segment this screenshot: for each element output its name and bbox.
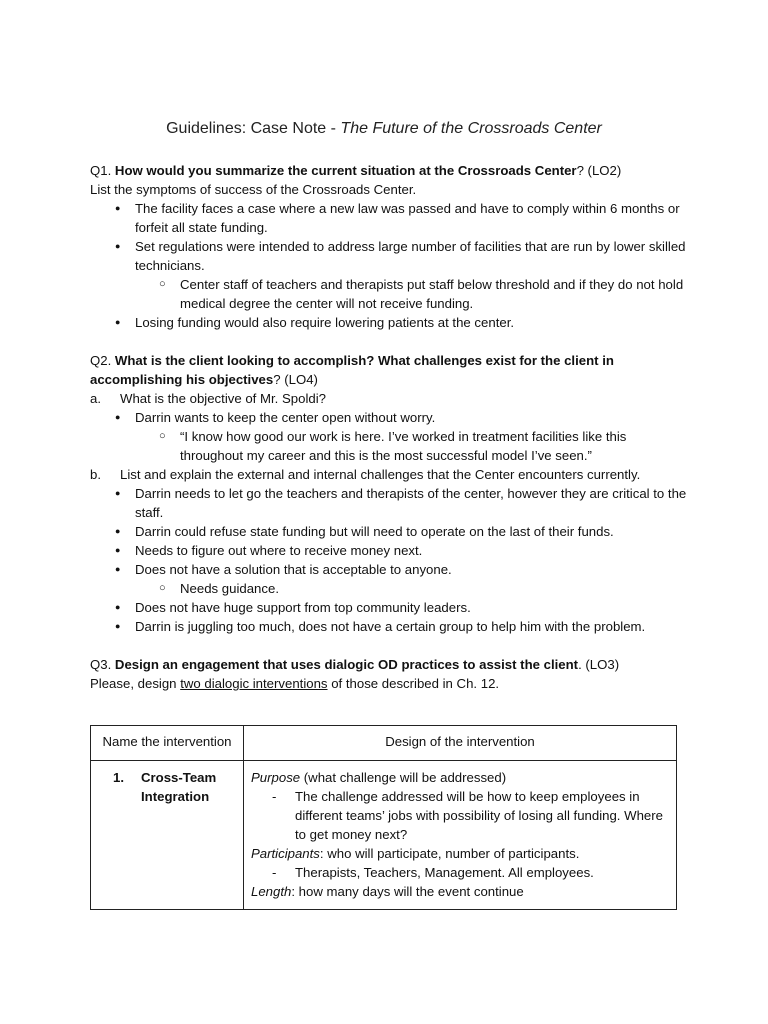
- intervention-number: 1.: [113, 770, 124, 785]
- list-item: ● Darrin needs to let go the teachers and therapists of the center, however they are critical to the staff.: [90, 484, 690, 522]
- q2-part-a: [90, 389, 690, 408]
- purpose-text: (what challenge will be addressed): [300, 770, 507, 785]
- sub-list-item: ○ “I know how good our work is here. I’ve worked in treatment facilities like this throughout my career and this is the most successful model I’ve seen.”: [90, 427, 690, 465]
- part-b-text: List and explain the external and internal challenges that the Center encounters currently.: [120, 467, 641, 482]
- list-item: ● Does not have a solution that is acceptable to anyone.: [90, 560, 690, 579]
- part-a-text: What is the objective of Mr. Spoldi?: [120, 391, 326, 406]
- intervention-design-cell: [244, 761, 677, 910]
- purpose-label: Purpose: [251, 770, 301, 785]
- purpose-item: - The challenge addressed will be how to keep employees in different teams’ jobs with possibility of losing all funding. Where to get money next?: [251, 787, 670, 844]
- participants-line: [251, 844, 670, 863]
- sub-list-item: ○ Needs guidance.: [90, 579, 690, 598]
- purpose-line: [251, 768, 670, 787]
- q2-number: Q2.: [90, 353, 115, 368]
- intervention-name-cell: [91, 761, 244, 910]
- q3-intro-pre: Please, design: [90, 676, 181, 691]
- q2-question: [90, 351, 690, 389]
- intervention-table: [90, 725, 677, 910]
- q3-intro: [90, 674, 690, 693]
- q2-a-list: [90, 408, 690, 465]
- q1-intro: List the symptoms of success of the Crossroads Center.: [90, 182, 417, 197]
- sub-list-item: ○ Center staff of teachers and therapists put staff below threshold and if they do not hold medical degree the center will not receive funding.: [90, 275, 690, 313]
- q3-number: Q3.: [90, 657, 115, 672]
- column-header-name: Name the intervention: [91, 726, 244, 761]
- list-item: ● Does not have huge support from top community leaders.: [90, 598, 690, 617]
- title-prefix: Guidelines: Case Note -: [166, 120, 341, 137]
- q1-tag: ? (LO2): [576, 163, 622, 178]
- list-item: ● Losing funding would also require lowering patients at the center.: [90, 313, 690, 332]
- intervention-name: [113, 768, 239, 806]
- table-header-row: [91, 726, 677, 761]
- q2-part-b: [90, 465, 690, 484]
- q3-tag: . (LO3): [578, 657, 620, 672]
- part-b-marker: b.: [90, 467, 101, 482]
- q1-question-text: How would you summarize the current situation at the Crossroads Center: [114, 163, 577, 178]
- column-header-design: Design of the intervention: [244, 726, 677, 761]
- list-item: ● Needs to figure out where to receive money next.: [90, 541, 690, 560]
- q3-question: [90, 655, 690, 674]
- length-line: [251, 882, 670, 901]
- q2-question-text: What is the client looking to accomplish? What challenges exist for the client in accomplishing his objectives: [90, 353, 614, 387]
- list-item: ● Darrin wants to keep the center open without worry.: [90, 408, 690, 427]
- list-item: ● The facility faces a case where a new law was passed and have to comply within 6 months or forfeit all state funding.: [90, 199, 690, 237]
- q2-b-list: [90, 484, 690, 636]
- q1-number: Q1.: [90, 163, 115, 178]
- page-title: [0, 119, 768, 139]
- title-italic: The Future of the Crossroads Center: [340, 120, 602, 137]
- q1-bullet-list: [90, 199, 690, 332]
- q2-tag: ? (LO4): [273, 372, 318, 387]
- list-item: ● Darrin is juggling too much, does not have a certain group to help him with the problem.: [90, 617, 690, 636]
- participants-text: : who will participate, number of participants.: [319, 846, 580, 861]
- q3-question-text: Design an engagement that uses dialogic OD practices to assist the client: [114, 657, 579, 672]
- length-label: Length: [251, 884, 292, 899]
- length-text: : how many days will the event continue: [291, 884, 524, 899]
- q3-intro-underlined: two dialogic interventions: [180, 676, 328, 691]
- q3-intro-post: of those described in Ch. 12.: [327, 676, 500, 691]
- intervention-title: Cross-Team Integration: [141, 770, 217, 804]
- part-a-marker: a.: [90, 391, 101, 406]
- document-body: [90, 161, 690, 693]
- list-item: ● Set regulations were intended to address large number of facilities that are run by lower skilled technicians.: [90, 237, 690, 275]
- list-item: ● Darrin could refuse state funding but will need to operate on the last of their funds.: [90, 522, 690, 541]
- participants-item: - Therapists, Teachers, Management. All employees.: [251, 863, 670, 882]
- q1-question: [90, 161, 690, 180]
- participants-label: Participants: [251, 846, 320, 861]
- table-row: [91, 761, 677, 910]
